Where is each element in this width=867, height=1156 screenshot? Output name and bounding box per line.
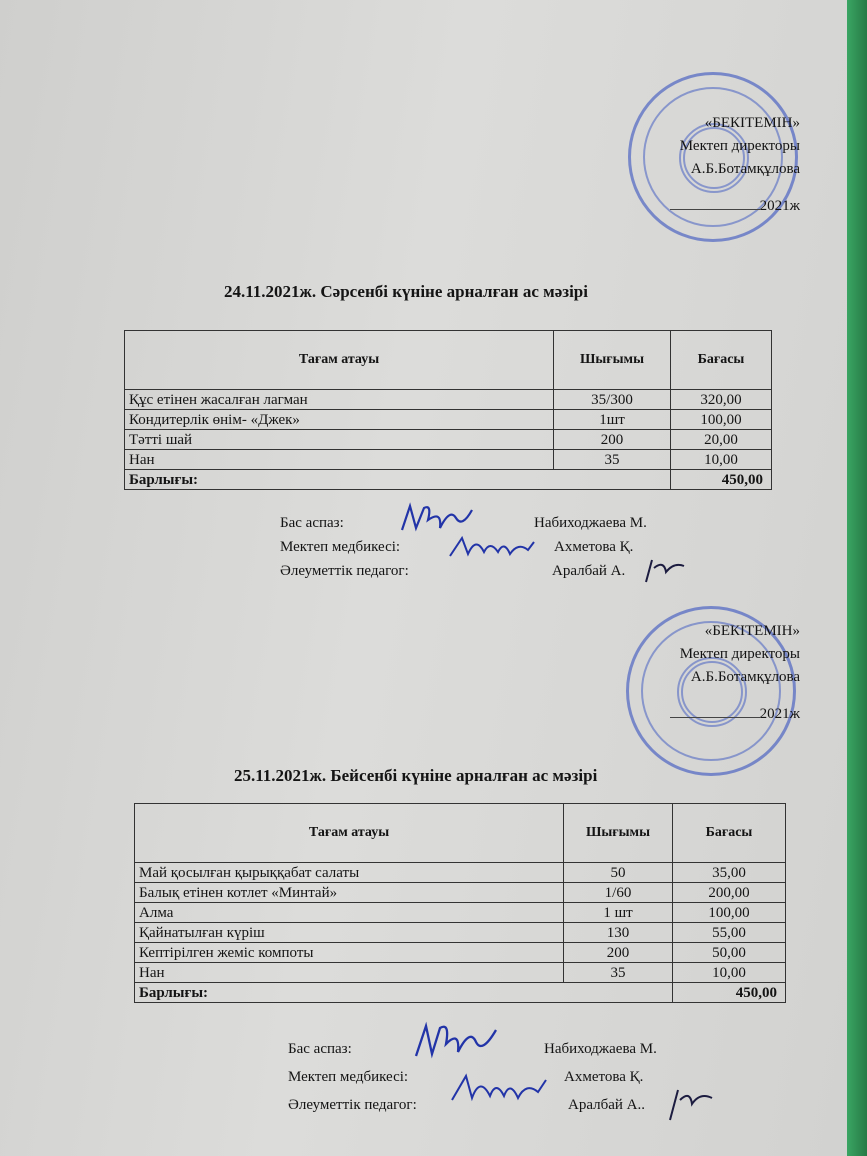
- column-header: Бағасы: [671, 331, 772, 390]
- signature-name: Ахметова Қ.: [564, 1069, 644, 1085]
- approval-block: [600, 620, 800, 726]
- signature-role: Мектеп медбикесі:: [288, 1069, 409, 1085]
- background-wall: [847, 0, 867, 1156]
- dish-name: Алма: [135, 903, 564, 923]
- total-label: Барлығы:: [135, 983, 673, 1003]
- dish-name: Нан: [135, 963, 564, 983]
- dish-price: 55,00: [673, 923, 786, 943]
- approval-date: 2021ж: [600, 195, 800, 218]
- total-value: 450,00: [671, 470, 772, 490]
- dish-price: 20,00: [671, 430, 772, 450]
- table-row: [135, 923, 786, 943]
- dish-price: 200,00: [673, 883, 786, 903]
- total-label: Барлығы:: [125, 470, 671, 490]
- handwritten-signature-icon: [664, 1086, 718, 1122]
- approval-role: Мектеп директоры: [679, 138, 800, 154]
- approval-block: [600, 112, 800, 218]
- table-row: [135, 903, 786, 923]
- table-row: [135, 943, 786, 963]
- menu-title: 24.11.2021ж. Сәрсенбі күніне арналған ас мәзірі: [224, 282, 588, 301]
- dish-name: Кептірілген жеміс компоты: [135, 943, 564, 963]
- menu-table: [124, 330, 772, 490]
- signature-role: Әлеуметтік педагог:: [280, 563, 409, 579]
- handwritten-signature-icon: [412, 1018, 502, 1062]
- dish-yield: 200: [564, 943, 673, 963]
- handwritten-signature-icon: [640, 556, 690, 584]
- signature-name: Набиходжаева М.: [534, 515, 647, 531]
- dish-price: 10,00: [671, 450, 772, 470]
- dish-price: 100,00: [671, 410, 772, 430]
- dish-name: Құс етінен жасалған лагман: [125, 390, 554, 410]
- dish-price: 10,00: [673, 963, 786, 983]
- dish-price: 50,00: [673, 943, 786, 963]
- dish-name: Нан: [125, 450, 554, 470]
- dish-name: Май қосылған қырыққабат салаты: [135, 863, 564, 883]
- table-header-row: [125, 331, 772, 390]
- table-row: [135, 963, 786, 983]
- dish-price: 100,00: [673, 903, 786, 923]
- dish-name: Кондитерлік өнім- «Джек»: [125, 410, 554, 430]
- signature-role: Мектеп медбикесі:: [280, 539, 401, 555]
- table-row: [135, 883, 786, 903]
- approval-heading: «БЕКІТЕМІН»: [704, 115, 800, 131]
- signature-role: Бас аспаз:: [280, 515, 344, 531]
- dish-yield: 130: [564, 923, 673, 943]
- signature-name: Набиходжаева М.: [544, 1041, 657, 1057]
- signature-role: Әлеуметтік педагог:: [288, 1097, 417, 1113]
- approval-date: 2021ж: [600, 703, 800, 726]
- signature-name: Ахметова Қ.: [554, 539, 634, 555]
- approval-heading: «БЕКІТЕМІН»: [704, 623, 800, 639]
- dish-price: 320,00: [671, 390, 772, 410]
- total-row: [125, 470, 772, 490]
- total-value: 450,00: [673, 983, 786, 1003]
- column-header: Тағам атауы: [135, 804, 564, 863]
- approval-name: А.Б.Ботамқұлова: [690, 161, 800, 177]
- approval-role: Мектеп директоры: [679, 646, 800, 662]
- dish-yield: 200: [554, 430, 671, 450]
- menu-table: [134, 803, 786, 1003]
- signature-name: Аралбай А.: [552, 563, 626, 579]
- total-row: [135, 983, 786, 1003]
- column-header: Тағам атауы: [125, 331, 554, 390]
- table-row: [125, 430, 772, 450]
- column-header: Шығымы: [564, 804, 673, 863]
- dish-yield: 1 шт: [564, 903, 673, 923]
- table-row: [135, 863, 786, 883]
- table-row: [125, 450, 772, 470]
- table-row: [125, 390, 772, 410]
- handwritten-signature-icon: [446, 532, 538, 562]
- dish-price: 35,00: [673, 863, 786, 883]
- dish-yield: 35: [554, 450, 671, 470]
- dish-name: Қайнатылған күріш: [135, 923, 564, 943]
- dish-yield: 35: [564, 963, 673, 983]
- table-row: [125, 410, 772, 430]
- table-header-row: [135, 804, 786, 863]
- column-header: Шығымы: [554, 331, 671, 390]
- dish-yield: 35/300: [554, 390, 671, 410]
- dish-name: Балық етінен котлет «Минтай»: [135, 883, 564, 903]
- signature-name: Аралбай А..: [568, 1097, 646, 1113]
- dish-yield: 50: [564, 863, 673, 883]
- dish-name: Тәтті шай: [125, 430, 554, 450]
- menu-title: 25.11.2021ж. Бейсенбі күніне арналған ас мәзірі: [234, 766, 598, 785]
- dish-yield: 1/60: [564, 883, 673, 903]
- handwritten-signature-icon: [448, 1068, 552, 1108]
- dish-yield: 1шт: [554, 410, 671, 430]
- approval-name: А.Б.Ботамқұлова: [690, 669, 800, 685]
- handwritten-signature-icon: [398, 500, 478, 536]
- signature-role: Бас аспаз:: [288, 1041, 352, 1057]
- column-header: Бағасы: [673, 804, 786, 863]
